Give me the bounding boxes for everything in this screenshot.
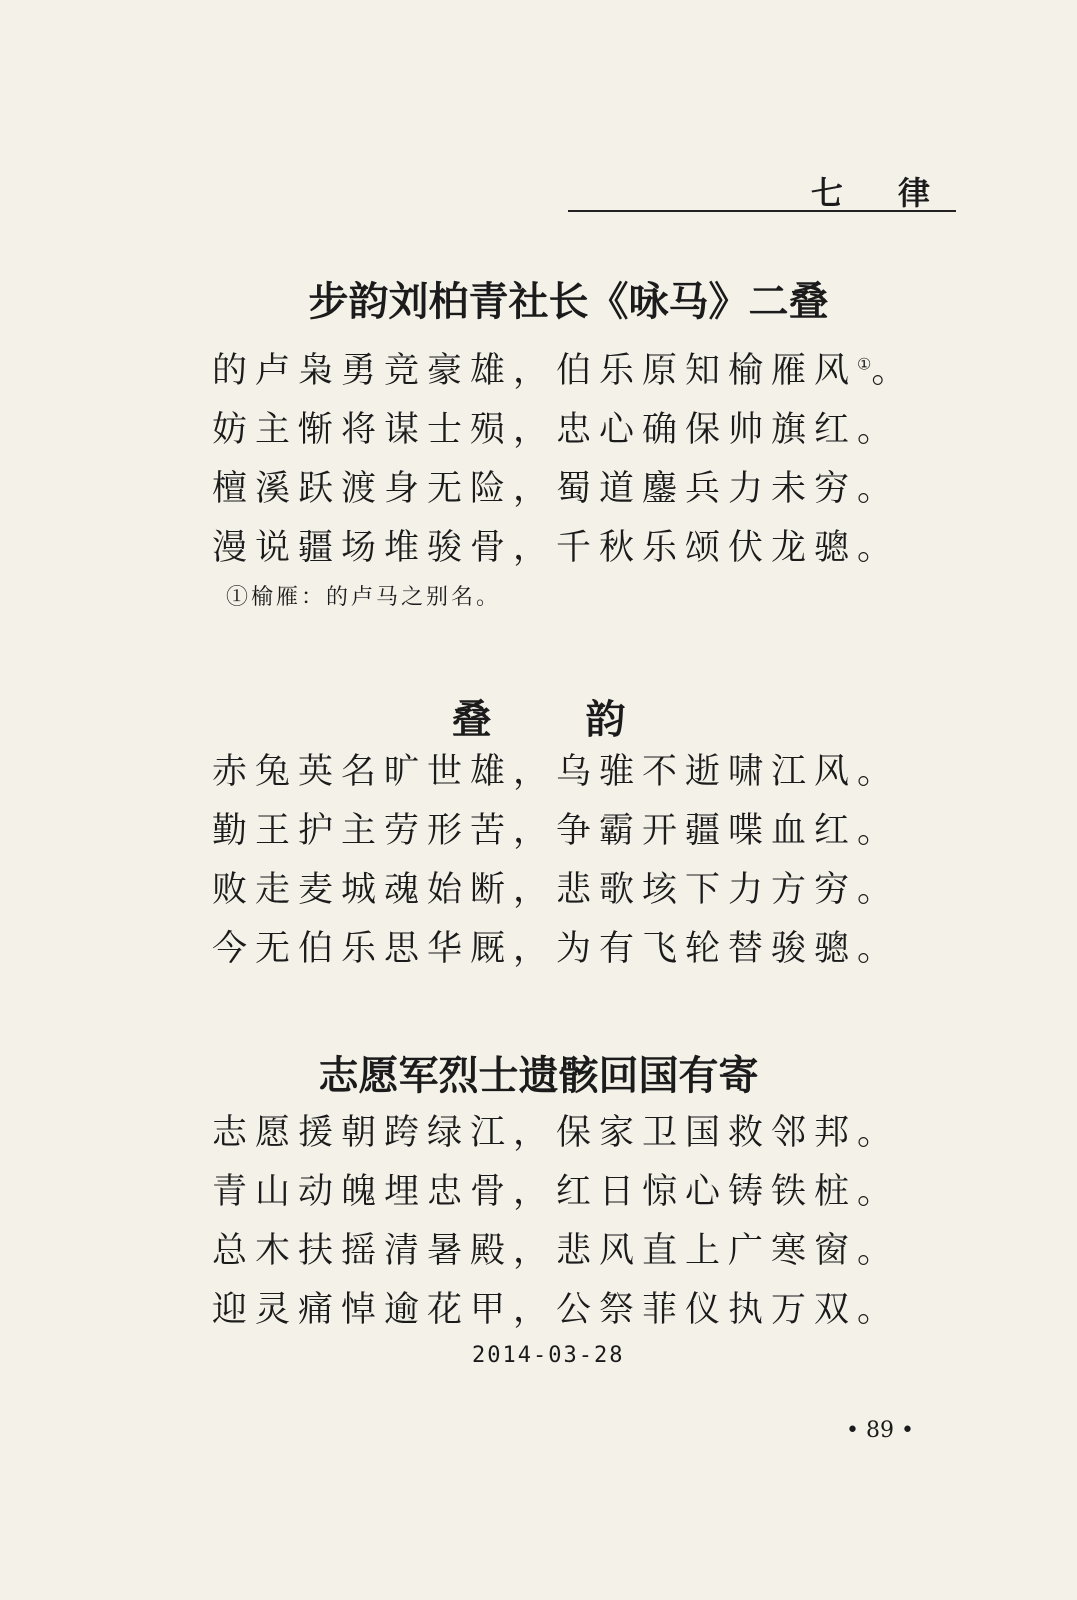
poem-title-2: 叠 韵 bbox=[451, 697, 666, 743]
poem-line: 的卢枭勇竞豪雄，伯乐原知榆雁风①。 bbox=[212, 351, 915, 391]
poem-line: 勤王护主劳形苦，争霸开疆喋血红。 bbox=[212, 811, 901, 851]
poem-line: 败走麦城魂始断，悲歌垓下力方穷。 bbox=[212, 870, 901, 910]
poem-line: 志愿援朝跨绿江，保家卫国救邻邦。 bbox=[212, 1113, 901, 1153]
footnote: ①榆雁：的卢马之别名。 bbox=[226, 585, 502, 610]
poem-body-2 bbox=[212, 744, 900, 980]
poem-line: 漫说疆场堆骏骨，千秋乐颂伏龙骢。 bbox=[212, 528, 901, 568]
footnote-marker: ① bbox=[857, 354, 872, 374]
poem-title-1: 步韵刘柏青社长《咏马》二叠 bbox=[308, 279, 829, 325]
section-title: 七 律 bbox=[810, 174, 952, 212]
poem-date: 2014-03-28 bbox=[472, 1343, 625, 1368]
poem-line: 今无伯乐思华厩，为有飞轮替骏骢。 bbox=[212, 929, 901, 969]
poem-line: 檀溪跃渡身无险，蜀道鏖兵力未穷。 bbox=[212, 469, 901, 509]
poem-line: 迎灵痛悼逾花甲，公祭菲仪执万双。 bbox=[212, 1290, 901, 1330]
poem-body-3 bbox=[212, 1105, 900, 1341]
poem-body-1 bbox=[212, 343, 914, 579]
poem-line: 青山动魄埋忠骨，红日惊心铸铁桩。 bbox=[212, 1172, 901, 1212]
poem-line: 妨主惭将谋士殒，忠心确保帅旗红。 bbox=[212, 410, 901, 450]
page-number: • 89 • bbox=[846, 1418, 914, 1443]
poem-title-3: 志愿军烈士遗骸回国有寄 bbox=[318, 1053, 759, 1099]
section-header bbox=[568, 162, 956, 212]
poem-line: 总木扶摇清暑殿，悲风直上广寒窗。 bbox=[212, 1231, 901, 1271]
poem-line: 赤兔英名旷世雄，乌骓不逝啸江风。 bbox=[212, 752, 901, 792]
